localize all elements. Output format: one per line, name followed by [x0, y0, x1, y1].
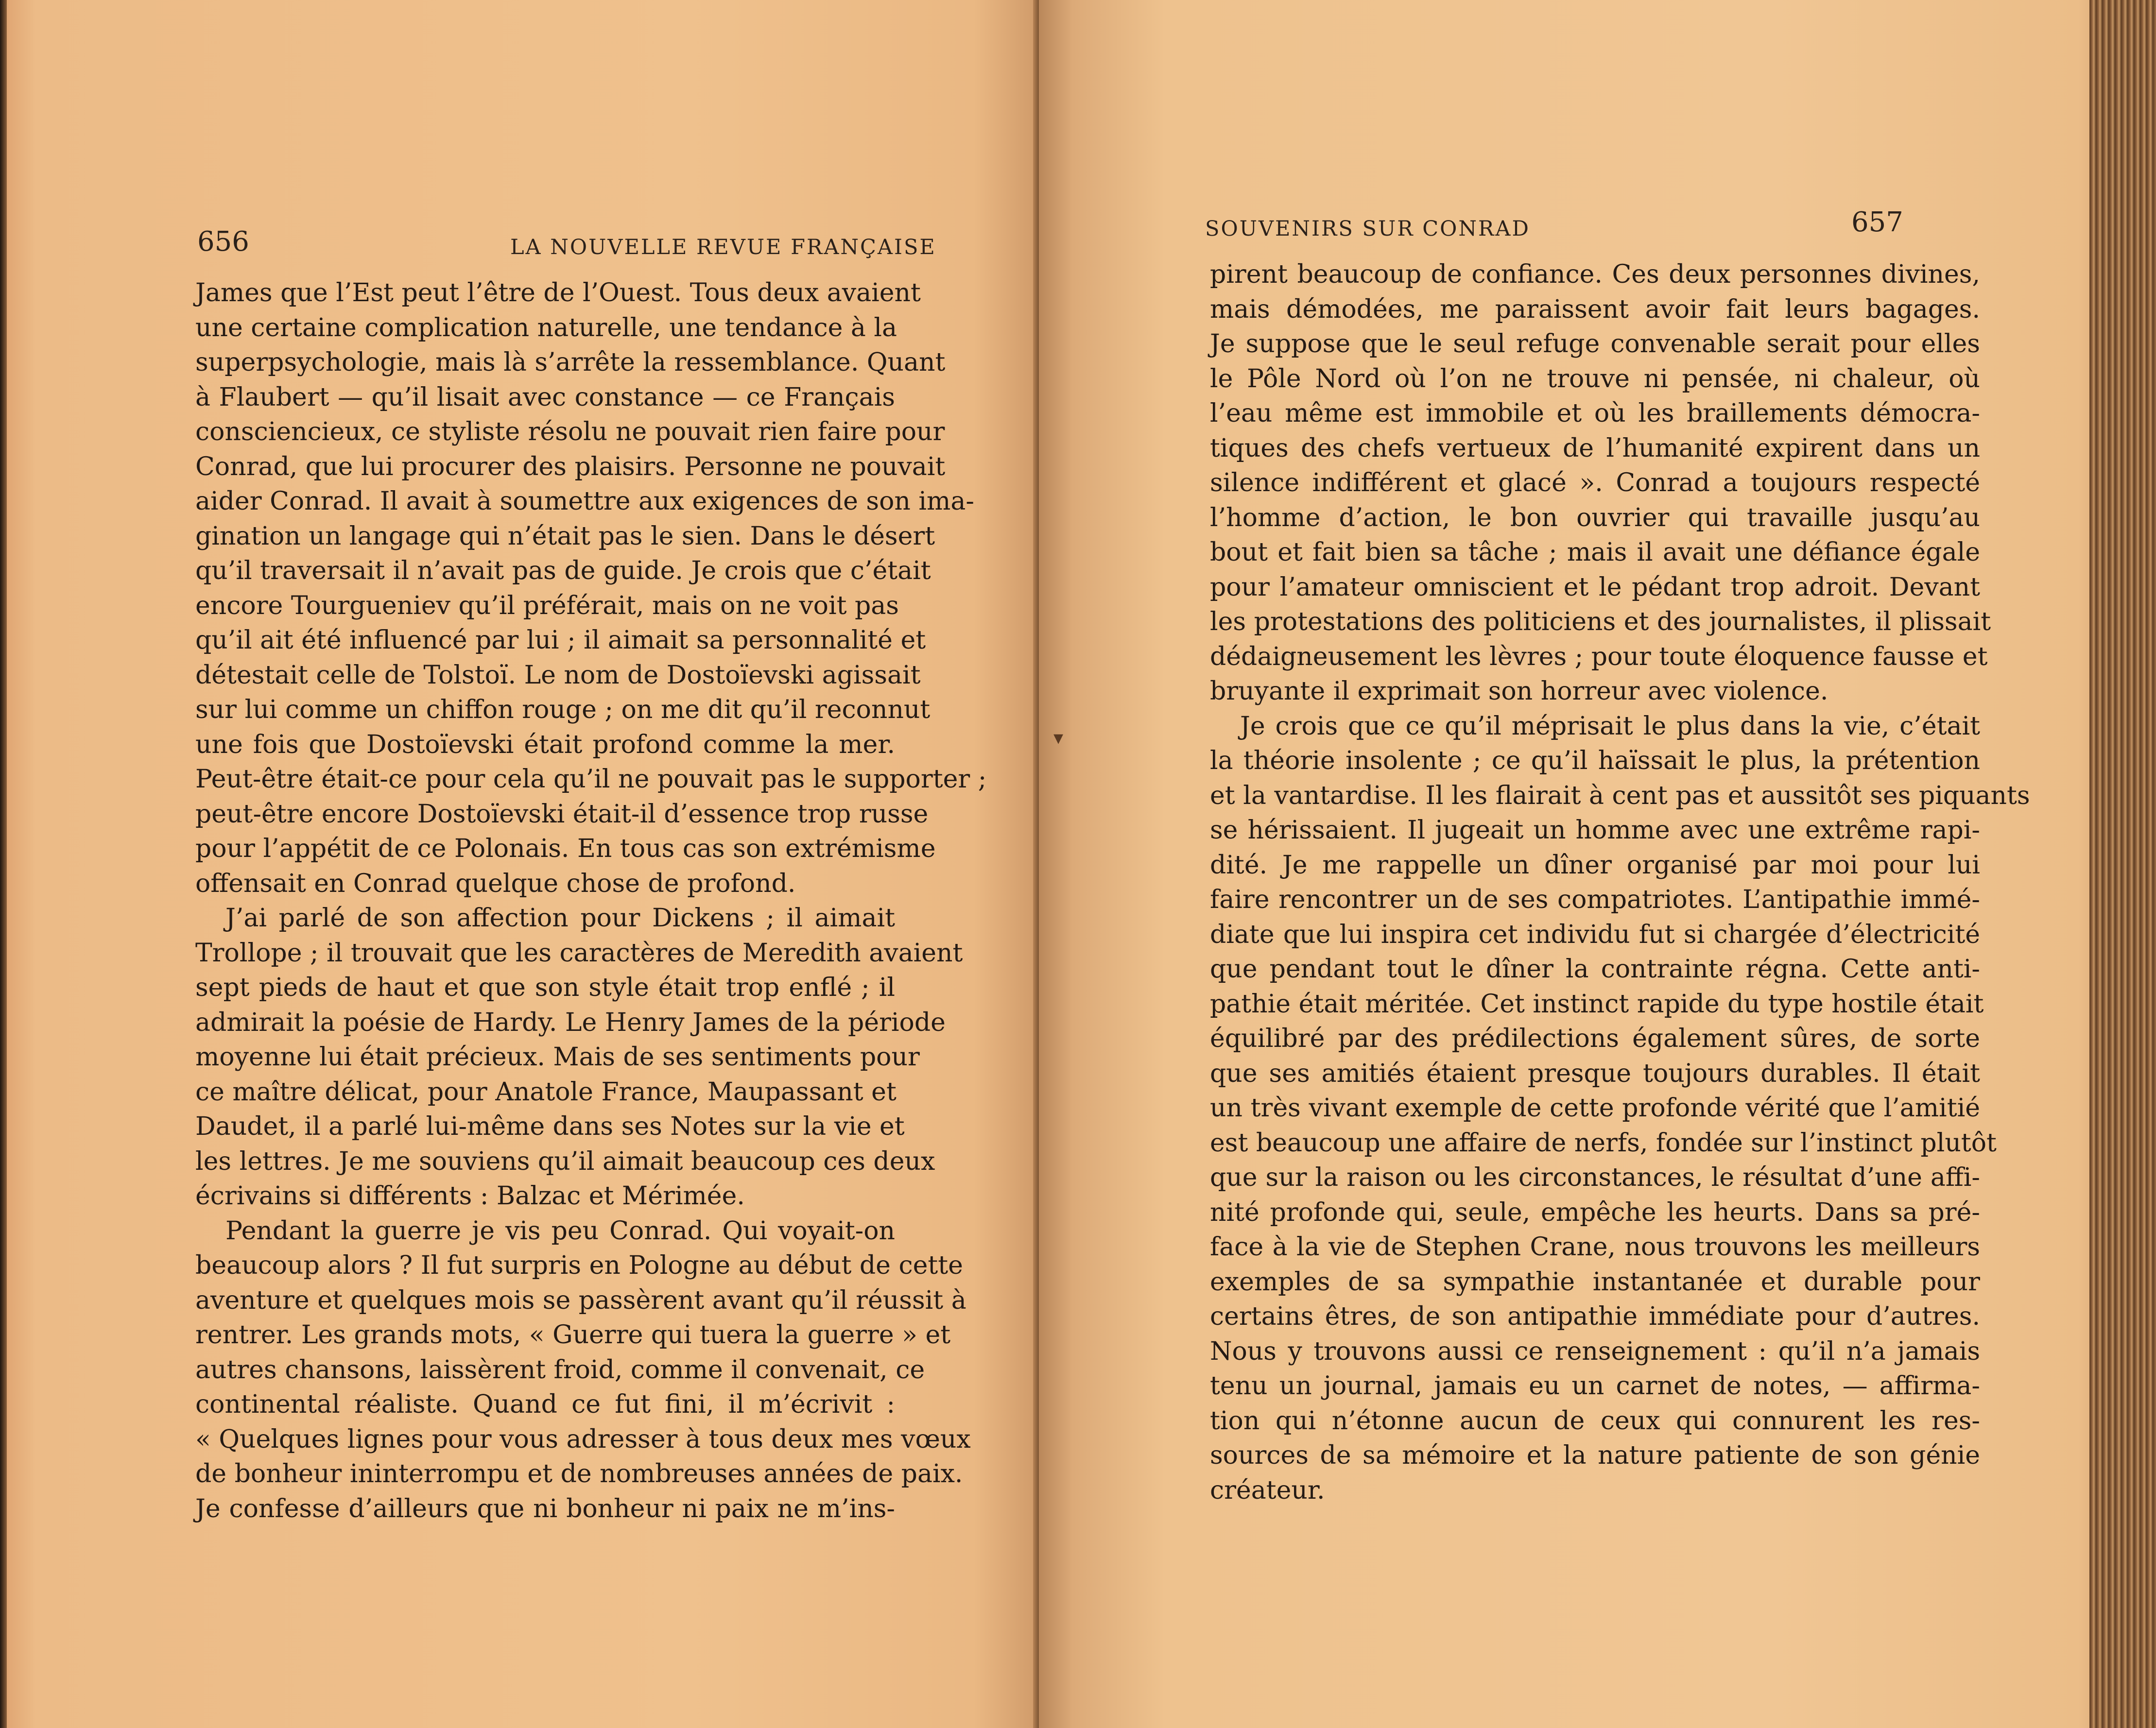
text-line: « Quelques lignes pour vous adresser à tous deux mes vœux [195, 1424, 971, 1454]
text-line: tiques des chefs vertueux de l’humanité expirent dans un [1210, 433, 1980, 463]
page-mark: ▾ [1053, 727, 1064, 749]
text-line: silence indifférent et glacé ». Conrad a toujours respecté [1210, 468, 1980, 497]
text-line: qu’il traversait il n’avait pas de guide. Je crois que c’était [195, 556, 931, 585]
text-line: faire rencontrer un de ses compatriotes. L’antipathie immé- [1210, 885, 1980, 914]
text-line: Je confesse d’ailleurs que ni bonheur ni paix ne m’ins- [195, 1494, 895, 1523]
text-line: ce maître délicat, pour Anatole France, Maupassant et [195, 1077, 897, 1107]
text-line: moyenne lui était précieux. Mais de ses sentiments pour [195, 1043, 920, 1072]
running-head: LA NOUVELLE REVUE FRANÇAISE [510, 235, 936, 259]
text-line: Peut-être était-ce pour cela qu’il ne pouvait pas le supporter ; [195, 765, 987, 794]
page-number: 657 [1851, 206, 1903, 238]
text-line: consciencieux, ce styliste résolu ne pouvait rien faire pour [195, 417, 945, 446]
text-line: aider Conrad. Il avait à soumettre aux exigences de son ima- [195, 487, 974, 516]
text-line: face à la vie de Stephen Crane, nous trouvons les meilleurs [1210, 1232, 1980, 1262]
text-line: et la vantardise. Il les flairait à cent pas et aussitôt ses piquants [1210, 781, 2030, 810]
text-line: superpsychologie, mais là s’arrête la ressemblance. Quant [195, 348, 946, 377]
text-line: détestait celle de Tolstoï. Le nom de Dostoïevski agissait [195, 660, 921, 690]
text-line: bout et fait bien sa tâche ; mais il avait une défiance égale [1210, 538, 1980, 567]
text-line: pathie était méritée. Cet instinct rapide du type hostile était [1210, 989, 1984, 1019]
text-line: J’ai parlé de son affection pour Dickens ; il aimait [225, 904, 895, 933]
text-line: un très vivant exemple de cette profonde vérité que l’amitié [1210, 1094, 1980, 1123]
text-line: aventure et quelques mois se passèrent avant qu’il réussit à [195, 1285, 966, 1315]
text-line: dité. Je me rappelle un dîner organisé par moi pour lui [1210, 850, 1980, 880]
running-head: SOUVENIRS SUR CONRAD [1205, 217, 1530, 241]
text-line: gination un langage qui n’était pas le sien. Dans le désert [195, 521, 935, 551]
text-line: une fois que Dostoïevski était profond comme la mer. [195, 730, 895, 759]
text-line: qu’il ait été influencé par lui ; il aimait sa personnalité et [195, 626, 926, 655]
text-line: la théorie insolente ; ce qu’il haïssait le plus, la prétention [1210, 746, 1980, 775]
text-line: autres chansons, laissèrent froid, comme il convenait, ce [195, 1355, 925, 1385]
text-line: tenu un journal, jamais eu un carnet de notes, — affirma- [1210, 1371, 1980, 1401]
text-line: dédaigneusement les lèvres ; pour toute éloquence fausse et [1210, 642, 1988, 671]
text-line: continental réaliste. Quand ce fut fini, il m’écrivit : [195, 1390, 895, 1419]
text-line: offensait en Conrad quelque chose de profond. [195, 869, 796, 898]
book-fore-edge [2089, 0, 2156, 1728]
text-line: créateur. [1210, 1475, 1325, 1505]
text-line: mais démodées, me paraissent avoir fait leurs bagages. [1210, 294, 1980, 324]
text-line: Je crois que ce qu’il méprisait le plus dans la vie, c’était [1240, 711, 1980, 741]
text-line: diate que lui inspira cet individu fut si chargée d’électricité [1210, 920, 1980, 949]
left-body-text [195, 276, 987, 1526]
text-line: l’eau même est immobile et où les braillements démocra- [1210, 399, 1980, 428]
text-line: l’homme d’action, le bon ouvrier qui travaille jusqu’au [1210, 503, 1980, 532]
text-line: pour l’amateur omniscient et le pédant trop adroit. Devant [1210, 572, 1980, 602]
text-line: à Flaubert — qu’il lisait avec constance — ce Français [195, 382, 895, 412]
text-line: écrivains si différents : Balzac et Mérimée. [195, 1181, 745, 1211]
left-page [7, 0, 1039, 1728]
text-line: rentrer. Les grands mots, « Guerre qui tuera la guerre » et [195, 1320, 951, 1350]
book-cover-edge [0, 0, 7, 1728]
text-line: admirait la poésie de Hardy. Le Henry James de la période [195, 1008, 946, 1037]
text-line: est beaucoup une affaire de nerfs, fondée sur l’instinct plutôt [1210, 1128, 1997, 1158]
text-line: pirent beaucoup de confiance. Ces deux personnes divines, [1210, 260, 1980, 289]
text-line: Je suppose que le seul refuge convenable serait pour elles [1210, 329, 1980, 359]
text-line: sept pieds de haut et que son style était trop enflé ; il [195, 973, 895, 1002]
text-line: Conrad, que lui procurer des plaisirs. Personne ne pouvait [195, 452, 946, 481]
text-line: de bonheur ininterrompu et de nombreuses années de paix. [195, 1459, 963, 1488]
text-line: sur lui comme un chiffon rouge ; on me dit qu’il reconnut [195, 695, 931, 724]
text-line: pour l’appétit de ce Polonais. En tous cas son extrémisme [195, 834, 936, 863]
text-line: Daudet, il a parlé lui-même dans ses Notes sur la vie et [195, 1112, 905, 1141]
text-line: que ses amitiés étaient presque toujours durables. Il était [1210, 1059, 1980, 1088]
text-line: les lettres. Je me souviens qu’il aimait beaucoup ces deux [195, 1146, 935, 1176]
text-line: James que l’Est peut l’être de l’Ouest. Tous deux avaient [195, 278, 921, 308]
text-line: bruyante il exprimait son horreur avec violence. [1210, 677, 1828, 706]
text-line: exemples de sa sympathie instantanée et durable pour [1210, 1267, 1980, 1297]
page-number: 656 [197, 226, 249, 257]
text-line: certains êtres, de son antipathie immédiate pour d’autres. [1210, 1302, 1980, 1331]
text-line: nité profonde qui, seule, empêche les heurts. Dans sa pré- [1210, 1198, 1980, 1227]
text-line: le Pôle Nord où l’on ne trouve ni pensée, ni chaleur, où [1210, 364, 1980, 394]
text-line: sources de sa mémoire et la nature patiente de son génie [1210, 1441, 1980, 1470]
right-page [1039, 0, 2113, 1728]
text-line: que pendant tout le dîner la contrainte régna. Cette anti- [1210, 955, 1980, 984]
text-line: les protestations des politiciens et des journalistes, il plissait [1210, 607, 1991, 636]
text-line: peut-être encore Dostoïevski était-il d’essence trop russe [195, 799, 929, 829]
text-line: tion qui n’étonne aucun de ceux qui connurent les res- [1210, 1406, 1980, 1436]
text-line: équilibré par des prédilections également sûres, de sorte [1210, 1024, 1980, 1053]
text-line: beaucoup alors ? Il fut surpris en Pologne au début de cette [195, 1251, 963, 1280]
text-line: que sur la raison ou les circonstances, le résultat d’une affi- [1210, 1163, 1980, 1192]
text-line: Trollope ; il trouvait que les caractères de Meredith avaient [195, 938, 963, 968]
text-line: se hérissaient. Il jugeait un homme avec une extrême rapi- [1210, 816, 1980, 845]
text-line: une certaine complication naturelle, une tendance à la [195, 313, 897, 342]
text-line: Pendant la guerre je vis peu Conrad. Qui voyait-on [225, 1216, 895, 1246]
right-body-text [1210, 257, 2030, 1508]
text-line: Nous y trouvons aussi ce renseignement : qu’il n’a jamais [1210, 1336, 1980, 1366]
text-line: encore Tourgueniev qu’il préférait, mais on ne voit pas [195, 591, 899, 620]
